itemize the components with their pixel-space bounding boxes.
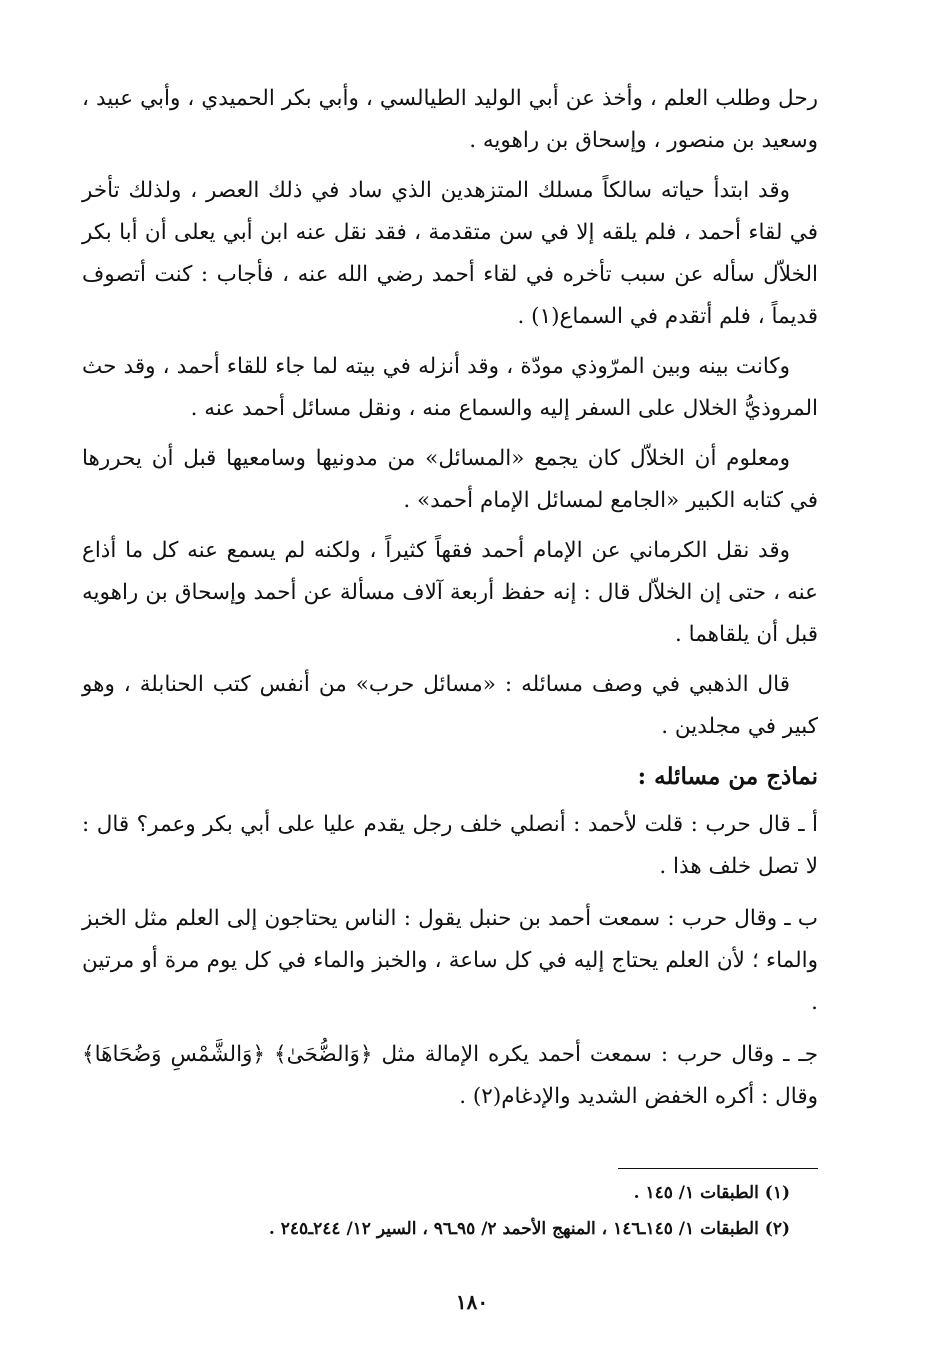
page-body (82, 78, 818, 1128)
footnote: (١) الطبقات ١/ ١٤٥ . (633, 1183, 790, 1203)
list-item: ب ـ وقال حرب : سمعت أحمد بن حنبل يقول : الناس يحتاجون إلى العلم مثل الخبز والماء ؛ لأن العلم يحتاج إليه في كل ساعة ، والخبز والماء في كل يوم مرة أو مرتين . (82, 906, 818, 1015)
page-number: ١٨٠ (455, 1290, 489, 1314)
paragraph: ومعلوم أن الخلاّل كان يجمع «المسائل» من مدونيها وسامعيها قبل أن يحررها في كتابه الكبير «الجامع لمسائل الإمام أحمد» . (82, 446, 818, 513)
paragraph: وقد ابتدأ حياته سالكاً مسلك المتزهدين الذي ساد في ذلك العصر ، ولذلك تأخر في لقاء أحمد ، فلم يلقه إلا في سن متقدمة ، فقد نقل عنه ابن أبي يعلى أن أبا بكر الخلاّل سأله عن سبب تأخره في لقاء أحمد رضي الله عنه ، فأجاب : كنت أتصوف قديماً ، فلم أتقدم في السماع(١) . (82, 178, 818, 329)
list-item: جـ ـ وقال حرب : سمعت أحمد يكره الإمالة مثل ﴿وَالضُّحَىٰ﴾ ﴿وَالشَّمْسِ وَضُحَاهَا﴾ وقال : أكره الخفض الشديد والإدغام(٢) . (82, 1042, 818, 1109)
footnotes (82, 1168, 818, 1247)
paragraph: وكانت بينه وبين المرّوذي مودّة ، وقد أنزله في بيته لما جاء للقاء أحمد ، وقد حث المروذيُّ الخلال على السفر إليه والسماع منه ، ونقل مسائل أحمد عنه . (82, 354, 818, 421)
list-item: أ ـ قال حرب : قلت لأحمد : أنصلي خلف رجل يقدم عليا على أبي بكر وعمر؟ قال : لا تصل خلف هذا . (82, 812, 818, 879)
footnote-divider (618, 1168, 818, 1169)
footnote: (٢) الطبقات ١/ ١٤٥ـ١٤٦ ، المنهج الأحمد ٢/ ٩٥ـ٩٦ ، السير ١٢/ ٢٤٤ـ٢٤٥ . (268, 1219, 790, 1239)
paragraph: رحل وطلب العلم ، وأخذ عن أبي الوليد الطيالسي ، وأبي بكر الحميدي ، وأبي عبيد ، وسعيد بن منصور ، وإسحاق بن راهويه . (82, 86, 818, 153)
section-heading: نماذج من مسائله : (637, 763, 818, 790)
paragraph: قال الذهبي في وصف مسائله : «مسائل حرب» من أنفس كتب الحنابلة ، وهو كبير في مجلدين . (82, 672, 818, 739)
paragraph: وقد نقل الكرماني عن الإمام أحمد فقهاً كثيراً ، ولكنه لم يسمع عنه كل ما أذاع عنه ، حتى إن الخلاّل قال : إنه حفظ أربعة آلاف مسألة عن أحمد وإسحاق بن راهويه قبل أن يلقاهما . (82, 538, 818, 647)
